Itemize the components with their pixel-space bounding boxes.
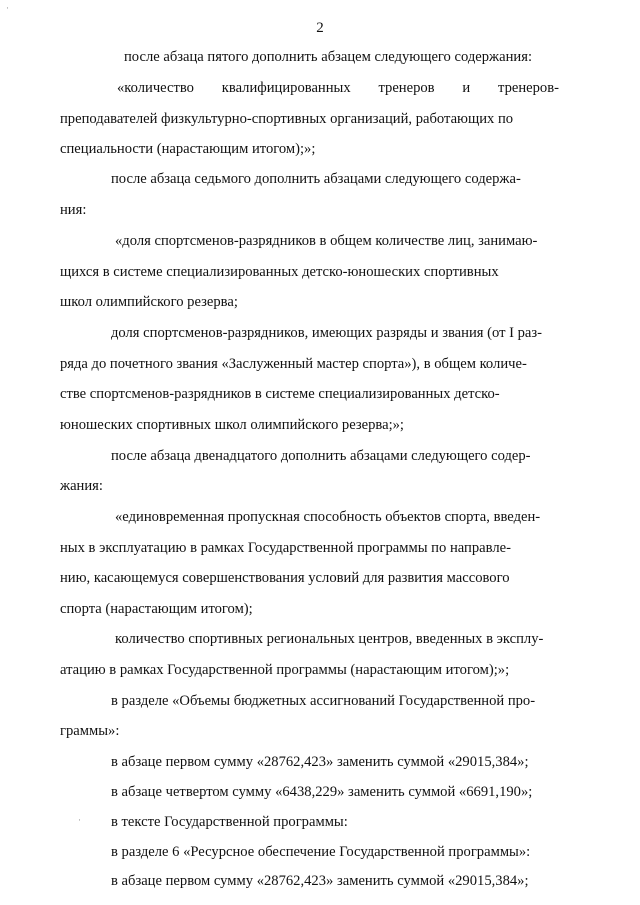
scan-speck: · (78, 815, 81, 825)
paragraph-13: в разделе 6 «Ресурсное обеспечение Государственной программы»: (111, 844, 531, 860)
paragraph-7-line-1: «единовременная пропускная способность объектов спорта, введен- (115, 509, 541, 525)
paragraph-5-line-2: ряда до почетного звания «Заслуженный мастер спорта»), в общем количе- (60, 356, 527, 372)
paragraph-6-line-2: жания: (60, 478, 103, 494)
paragraph-1: после абзаца пятого дополнить абзацем следующего содержания: (124, 49, 532, 65)
paragraph-5-line-1: доля спортсменов-разрядников, имеющих разряды и звания (от I раз- (111, 325, 543, 341)
word: квалифицированных (221, 80, 351, 96)
paragraph-3-line-2: ния: (60, 202, 87, 218)
paragraph-6-line-1: после абзаца двенадцатого дополнить абзацами следующего содер- (111, 448, 531, 464)
word: тренеров- (498, 80, 559, 96)
paragraph-2-line-3: специальности (нарастающим итогом);»; (60, 141, 316, 157)
paragraph-10: в абзаце первом сумму «28762,423» заменить суммой «29015,384»; (111, 754, 529, 770)
paragraph-9-line-1: в разделе «Объемы бюджетных ассигнований Государственной про- (111, 693, 536, 709)
paragraph-7-line-4: спорта (нарастающим итогом); (60, 601, 253, 617)
scan-speck: · (6, 3, 9, 13)
paragraph-4-line-2: щихся в системе специализированных детско-юношеских спортивных (60, 264, 499, 280)
paragraph-8-line-1: количество спортивных региональных центров, введенных в эксплу- (115, 631, 544, 647)
paragraph-2-line-2: преподавателей физкультурно-спортивных организаций, работающих по (60, 111, 514, 127)
paragraph-7-line-3: нию, касающемуся совершенствования условий для развития массового (60, 570, 510, 586)
paragraph-5-line-4: юношеских спортивных школ олимпийского резерва;»; (60, 417, 404, 433)
paragraph-5-line-3: стве спортсменов-разрядников в системе специализированных детско- (60, 386, 500, 402)
paragraph-14: в абзаце первом сумму «28762,423» заменить суммой «29015,384»; (111, 873, 529, 889)
paragraph-12: в тексте Государственной программы: (111, 814, 348, 830)
word: «количество (117, 80, 194, 96)
paragraph-9-line-2: граммы»: (60, 723, 120, 739)
paragraph-4-line-1: «доля спортсменов-разрядников в общем количестве лиц, занимаю- (115, 233, 538, 249)
word: тренеров (378, 80, 435, 96)
page-number: 2 (316, 20, 324, 36)
paragraph-3-line-1: после абзаца седьмого дополнить абзацами следующего содержа- (111, 171, 521, 187)
paragraph-11: в абзаце четвертом сумму «6438,229» заменить суммой «6691,190»; (111, 784, 533, 800)
paragraph-2-line-1 (117, 79, 559, 97)
paragraph-4-line-3: школ олимпийского резерва; (60, 294, 238, 310)
word: и (462, 80, 471, 96)
paragraph-8-line-2: атацию в рамках Государственной программы (нарастающим итогом);»; (60, 662, 510, 678)
paragraph-7-line-2: ных в эксплуатацию в рамках Государственной программы по направле- (60, 540, 511, 556)
